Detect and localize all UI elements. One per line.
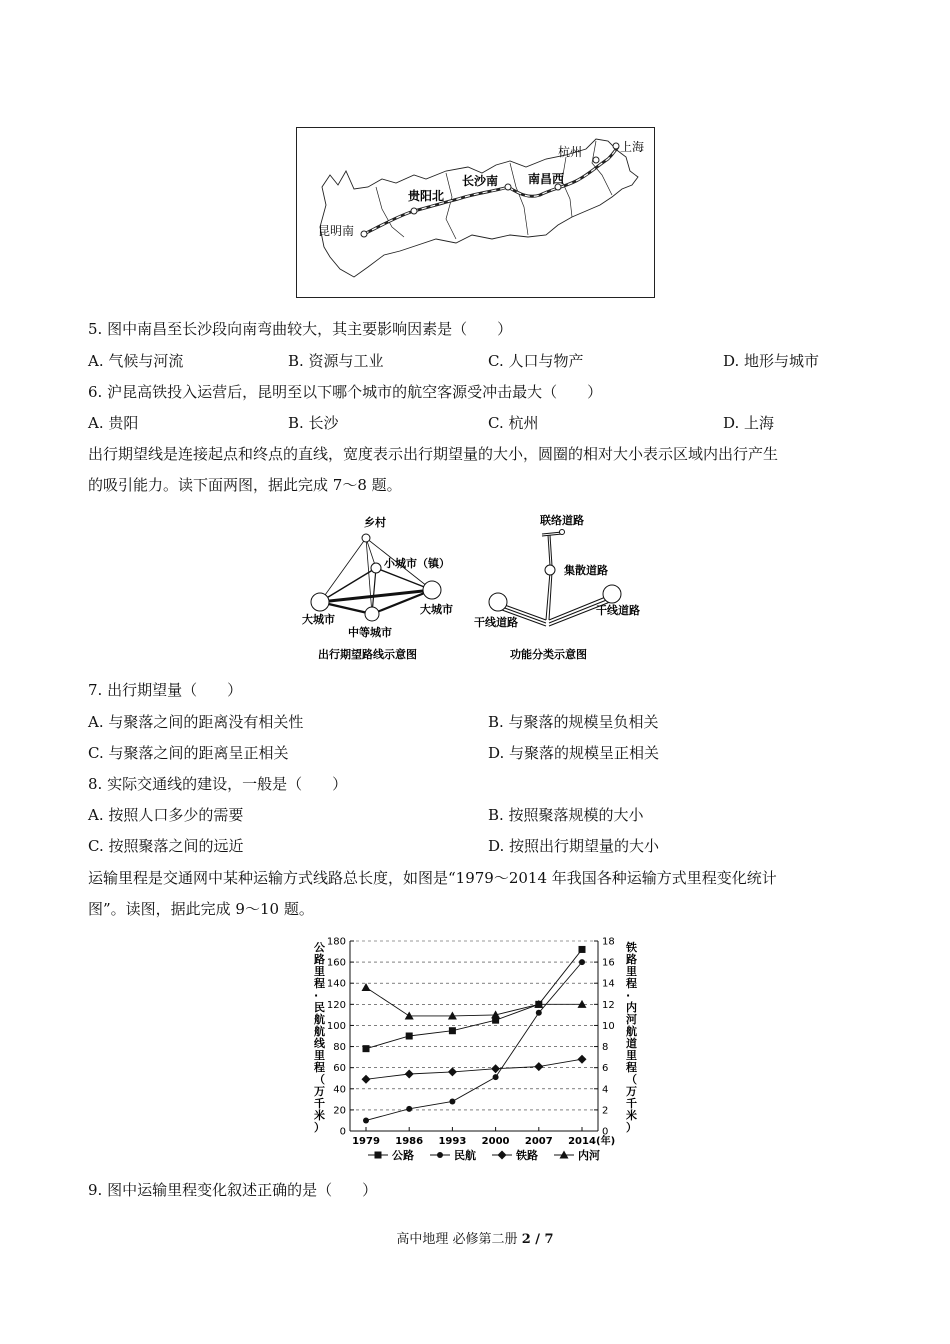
question-7-stem: 7. 出行期望量（ ）	[88, 681, 243, 699]
question-6-option-b: B. 长沙	[288, 414, 339, 432]
node-big-city-left: 大城市	[302, 613, 335, 626]
city-hangzhou: 杭州	[558, 145, 583, 159]
y-tick-label-left: 120	[326, 999, 346, 1011]
x-tick-label: 1993	[438, 1136, 467, 1147]
x-tick-label: 2007	[524, 1136, 553, 1147]
city-guiyangbei: 贵阳北	[408, 189, 445, 203]
data-point-民航	[406, 1106, 412, 1112]
data-point-公路	[406, 1033, 413, 1040]
data-point-民航	[579, 959, 585, 965]
y-axis-right-label: 铁路里程·内河航道里程（万千米）	[626, 941, 637, 1134]
data-point-民航	[536, 1010, 542, 1016]
y-axis-left-label: 公路里程·民航航线里程（万千米）	[314, 941, 325, 1134]
data-point-民航	[363, 1117, 369, 1123]
question-8-stem: 8. 实际交通线的建设，一般是（ ）	[88, 775, 348, 793]
page-footer	[0, 1228, 950, 1247]
intro-7-8-line1: 出行期望线是连接起点和终点的直线，宽度表示出行期望量的大小，圆圈的相对大小表示区域内出行产生	[88, 445, 779, 463]
legend-marker	[437, 1152, 443, 1158]
question-5-option-d: D. 地形与城市	[723, 352, 820, 370]
y-tick-label-right: 18	[602, 936, 615, 948]
question-6-stem: 6. 沪昆高铁投入运营后，昆明至以下哪个城市的航空客源受冲击最大（ ）	[88, 383, 603, 401]
label-contact-road: 联络道路	[540, 514, 584, 527]
question-5-option-c: C. 人口与物产	[488, 352, 584, 370]
question-7-option-a: A. 与聚落之间的距离没有相关性	[88, 713, 304, 731]
legend-label: 公路	[392, 1149, 414, 1162]
series-line-铁路	[366, 1059, 582, 1079]
node-village: 乡村	[364, 516, 386, 529]
y-tick-label-left: 0	[339, 1126, 346, 1138]
x-unit-label: (年)	[596, 1136, 616, 1147]
y-tick-label-left: 140	[326, 978, 346, 990]
data-point-铁路	[405, 1070, 414, 1079]
city-nanchangxi: 南昌西	[528, 172, 565, 186]
data-point-公路	[449, 1027, 456, 1034]
legend-marker	[375, 1152, 382, 1159]
data-point-铁路	[362, 1075, 371, 1084]
y-tick-label-left: 60	[333, 1063, 346, 1075]
node-big-city-right: 大城市	[420, 603, 453, 616]
rail-map	[296, 127, 655, 298]
data-point-内河	[405, 1011, 414, 1019]
node-small-city: 小城市（镇）	[384, 557, 450, 570]
y-tick-label-right: 12	[602, 999, 615, 1011]
question-6-option-a: A. 贵阳	[88, 414, 139, 432]
y-tick-label-right: 14	[602, 978, 615, 990]
y-tick-label-right: 8	[602, 1042, 609, 1054]
intro-9-10-line2: 图”。读图，据此完成 9～10 题。	[88, 900, 314, 918]
x-tick-label: 2014	[568, 1136, 596, 1147]
question-5-stem: 5. 图中南昌至长沙段向南弯曲较大，其主要影响因素是（ ）	[88, 320, 513, 338]
question-6-option-d: D. 上海	[723, 414, 775, 432]
legend-label: 内河	[578, 1149, 600, 1162]
question-5-option-a: A. 气候与河流	[88, 352, 184, 370]
label-collector-road: 集散道路	[564, 564, 608, 577]
data-point-内河	[362, 983, 371, 991]
caption-desire-line: 出行期望路线示意图	[318, 648, 417, 661]
y-tick-label-left: 180	[326, 936, 346, 948]
caption-road-function: 功能分类示意图	[510, 648, 587, 661]
x-tick-label: 1979	[352, 1136, 380, 1147]
data-point-内河	[578, 1000, 587, 1008]
x-tick-label: 1986	[395, 1136, 424, 1147]
y-tick-label-right: 0	[602, 1126, 609, 1138]
y-tick-label-right: 10	[602, 1020, 615, 1032]
legend-marker	[498, 1151, 507, 1160]
footer-text: 高中地理 必修第二册	[396, 1232, 518, 1247]
series-line-公路	[366, 949, 582, 1048]
question-8-option-d: D. 按照出行期望量的大小	[488, 837, 660, 855]
data-point-公路	[363, 1045, 370, 1052]
question-8-option-c: C. 按照聚落之间的远近	[88, 837, 244, 855]
data-point-民航	[493, 1074, 499, 1080]
transport-mileage-chart	[306, 935, 646, 1167]
question-7-option-c: C. 与聚落之间的距离呈正相关	[88, 744, 289, 762]
x-tick-label: 2000	[481, 1136, 510, 1147]
y-tick-label-right: 4	[602, 1084, 609, 1096]
data-point-铁路	[578, 1055, 587, 1064]
y-tick-label-right: 6	[602, 1063, 609, 1075]
y-tick-label-left: 40	[333, 1084, 346, 1096]
question-9-stem: 9. 图中运输里程变化叙述正确的是（ ）	[88, 1181, 378, 1199]
series-line-民航	[366, 962, 582, 1120]
city-kunmingnan: 昆明南	[318, 224, 355, 238]
page-number: 2 / 7	[521, 1232, 554, 1247]
series-line-内河	[366, 987, 582, 1016]
node-medium-city: 中等城市	[348, 626, 392, 639]
question-7-option-b: B. 与聚落的规模呈负相关	[488, 713, 659, 731]
data-point-民航	[449, 1098, 455, 1104]
question-8-option-b: B. 按照聚落规模的大小	[488, 806, 644, 824]
question-7-option-d: D. 与聚落的规模呈正相关	[488, 744, 660, 762]
y-tick-label-right: 16	[602, 957, 615, 969]
intro-7-8-line2: 的吸引能力。读下面两图，据此完成 7～8 题。	[88, 476, 402, 494]
road-function-diagram	[472, 510, 652, 665]
question-8-option-a: A. 按照人口多少的需要	[88, 806, 244, 824]
legend-label: 民航	[454, 1149, 476, 1162]
legend-label: 铁路	[516, 1149, 538, 1162]
y-tick-label-left: 80	[333, 1042, 346, 1054]
y-tick-label-left: 100	[326, 1020, 346, 1032]
data-point-公路	[579, 946, 586, 953]
question-5-option-b: B. 资源与工业	[288, 352, 384, 370]
data-point-铁路	[534, 1062, 543, 1071]
desire-line-diagram	[298, 510, 478, 665]
label-arterial-right: 干线道路	[596, 604, 640, 617]
question-6-option-c: C. 杭州	[488, 414, 539, 432]
data-point-铁路	[448, 1067, 457, 1076]
city-changshanan: 长沙南	[462, 174, 499, 188]
label-arterial-left: 干线道路	[474, 616, 518, 629]
y-tick-label-left: 160	[326, 957, 346, 969]
intro-9-10-line1: 运输里程是交通网中某种运输方式线路总长度，如图是“1979～2014 年我国各种运输方式里程变化统计	[88, 869, 777, 887]
city-shanghai: 上海	[620, 140, 645, 154]
y-tick-label-left: 20	[333, 1105, 346, 1117]
y-tick-label-right: 2	[602, 1105, 609, 1117]
